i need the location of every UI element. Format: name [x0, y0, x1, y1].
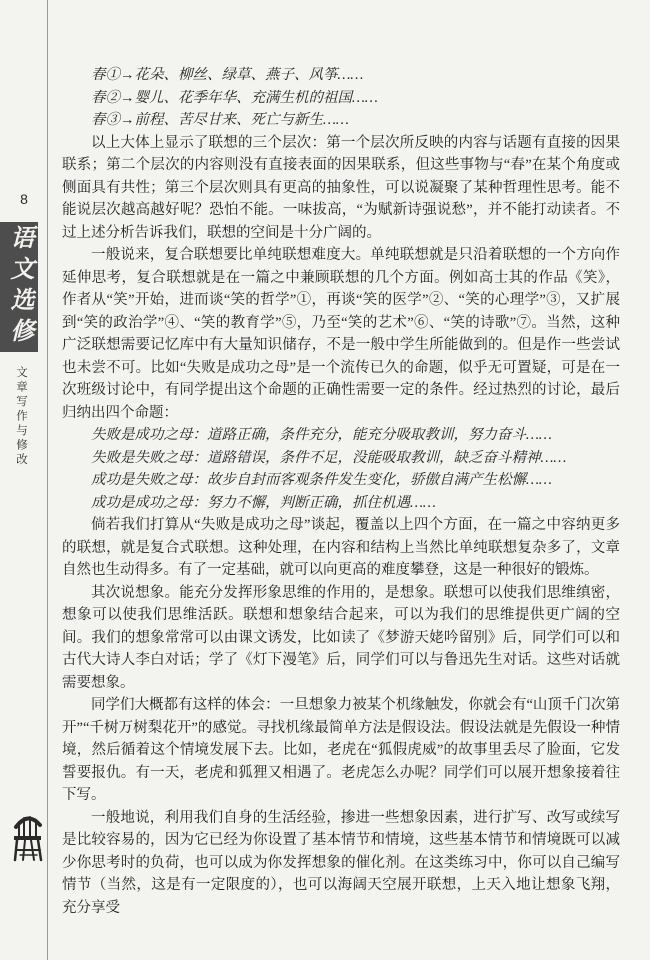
margin-divider: [47, 0, 48, 960]
spring-association-line-2: 春②→婴儿、花季年华、充满生机的祖国……: [91, 89, 378, 106]
book-subtitle: 文章写作与修改: [15, 366, 27, 468]
spring-association-line-3: 春③→前程、苦尽甘来、死亡与新生……: [91, 112, 349, 128]
series-title-block: [0, 222, 38, 352]
proposition-line-4: 成功是成功之母：努力不懈，判断正确，抓住机遇……: [91, 494, 436, 511]
proposition-line-3: 成功是失败之母：故步自封而客观条件发生变化，骄傲自满产生松懈……: [91, 472, 552, 488]
body-paragraph-rewriting-practice: 一般地说，利用我们自身的生活经验，掺进一些想象因素，进行扩写、改写或续写是比较容易的，因为它已经为你设置了基本情节和情境，这些基本情节和情境既可以减少你思考时的负荷，也可以成为你发挥想象的催化剂。在这类练习中，你可以自己编写情节（当然，这是有一定限度的），也可以海阔天空展开联想，上天入地让想象飞翔，充分享受: [62, 809, 620, 916]
series-title: 语文选修: [6, 225, 32, 349]
page-number: 8: [20, 191, 28, 207]
body-paragraph-hypothesis-method: 同学们大概都有这样的体会：一旦想象力被某个机缘触发，你就会有“山顶千门次第开”“千树万树梨花开”的感觉。寻找机缘最简单方法是假设法。假设法就是先假设一种情境，然后循着这个情境发展下去。比如，老虎在“狐假虎威”的故事里丢尽了脸面，它发誓要报仇。有一天，老虎和狐狸又相遇了。老虎怎么办呢？同学们可以展开想象接着往下写。: [62, 697, 620, 803]
body-paragraph-compound-association: 一般说来，复合联想要比单纯联想难度大。单纯联想就是只沿着联想的一个方向作延伸思考，复合联想就是在一篇之中兼顾联想的几个方面。例如高士其的作品《笑》，作者从“笑”开始，进而谈“笑的哲学”①，再谈“笑的医学”②、“笑的心理学”③，又扩展到“笑的政治学”④、“笑的教育学”⑤，乃至“笑的艺术”⑥、“笑的诗歌”⑦。当然，这种广泛联想需要记忆库中有大量知识储存，不是一般中学生所能做到的。但是作一些尝试也未尝不可。比如“失败是成功之母”是一个流传已久的命题，似乎无可置疑，可是在一次班级讨论中，有同学提出这个命题的正确性需要一定的条件。经过热烈的讨论，最后归纳出四个命题：: [62, 247, 620, 421]
body-paragraph-levels-of-association: 以上大体上显示了联想的三个层次：第一个层次所反映的内容与话题有直接的因果联系；第二个层次的内容则没有直接表面的因果联系，但这些事物与“春”在某个角度或侧面具有共性；第三个层次则具有更高的抽象性，可以说凝聚了某种哲理性思考。能不能说层次越高越好呢？恐怕不能。一味拔高，“为赋新诗强说愁”，并不能打动读者。不过上述分析告诉我们，联想的空间是十分广阔的。: [62, 134, 620, 241]
spring-association-line-1: 春①→花朵、柳丝、绿草、燕子、风筝……: [91, 67, 364, 83]
proposition-line-2: 失败是失败之母：道路错误，条件不足，没能吸取教训，缺乏奋斗精神……: [91, 449, 567, 466]
ming-chair-icon: [11, 810, 45, 862]
body-paragraph-compound-style: 倘若我们打算从“失败是成功之母”谈起，覆盖以上四个方面，在一篇之中容纳更多的联想，就是复合式联想。这种处理，在内容和结构上当然比单纯联想复杂多了，文章自然也生动得多。有了一定基础，就可以向更高的难度攀登，这是一种很好的锻炼。: [62, 517, 620, 578]
proposition-line-1: 失败是成功之母：道路正确，条件充分，能充分吸取教训，努力奋斗……: [91, 427, 552, 443]
body-paragraph-imagination-intro: 其次说想象。能充分发挥形象思维的作用的，是想象。联想可以使我们思维缜密，想象可以使我们思维活跃。联想和想象结合起来，可以为我们的思维提供更广阔的空间。我们的想象常常可以由课文诱发，比如读了《梦游天姥吟留别》后，同学们可以和古代大诗人李白对话；学了《灯下漫笔》后，同学们可以与鲁迅先生对话。这些对话就需要想象。: [62, 584, 620, 691]
page-body-text: [62, 64, 620, 919]
